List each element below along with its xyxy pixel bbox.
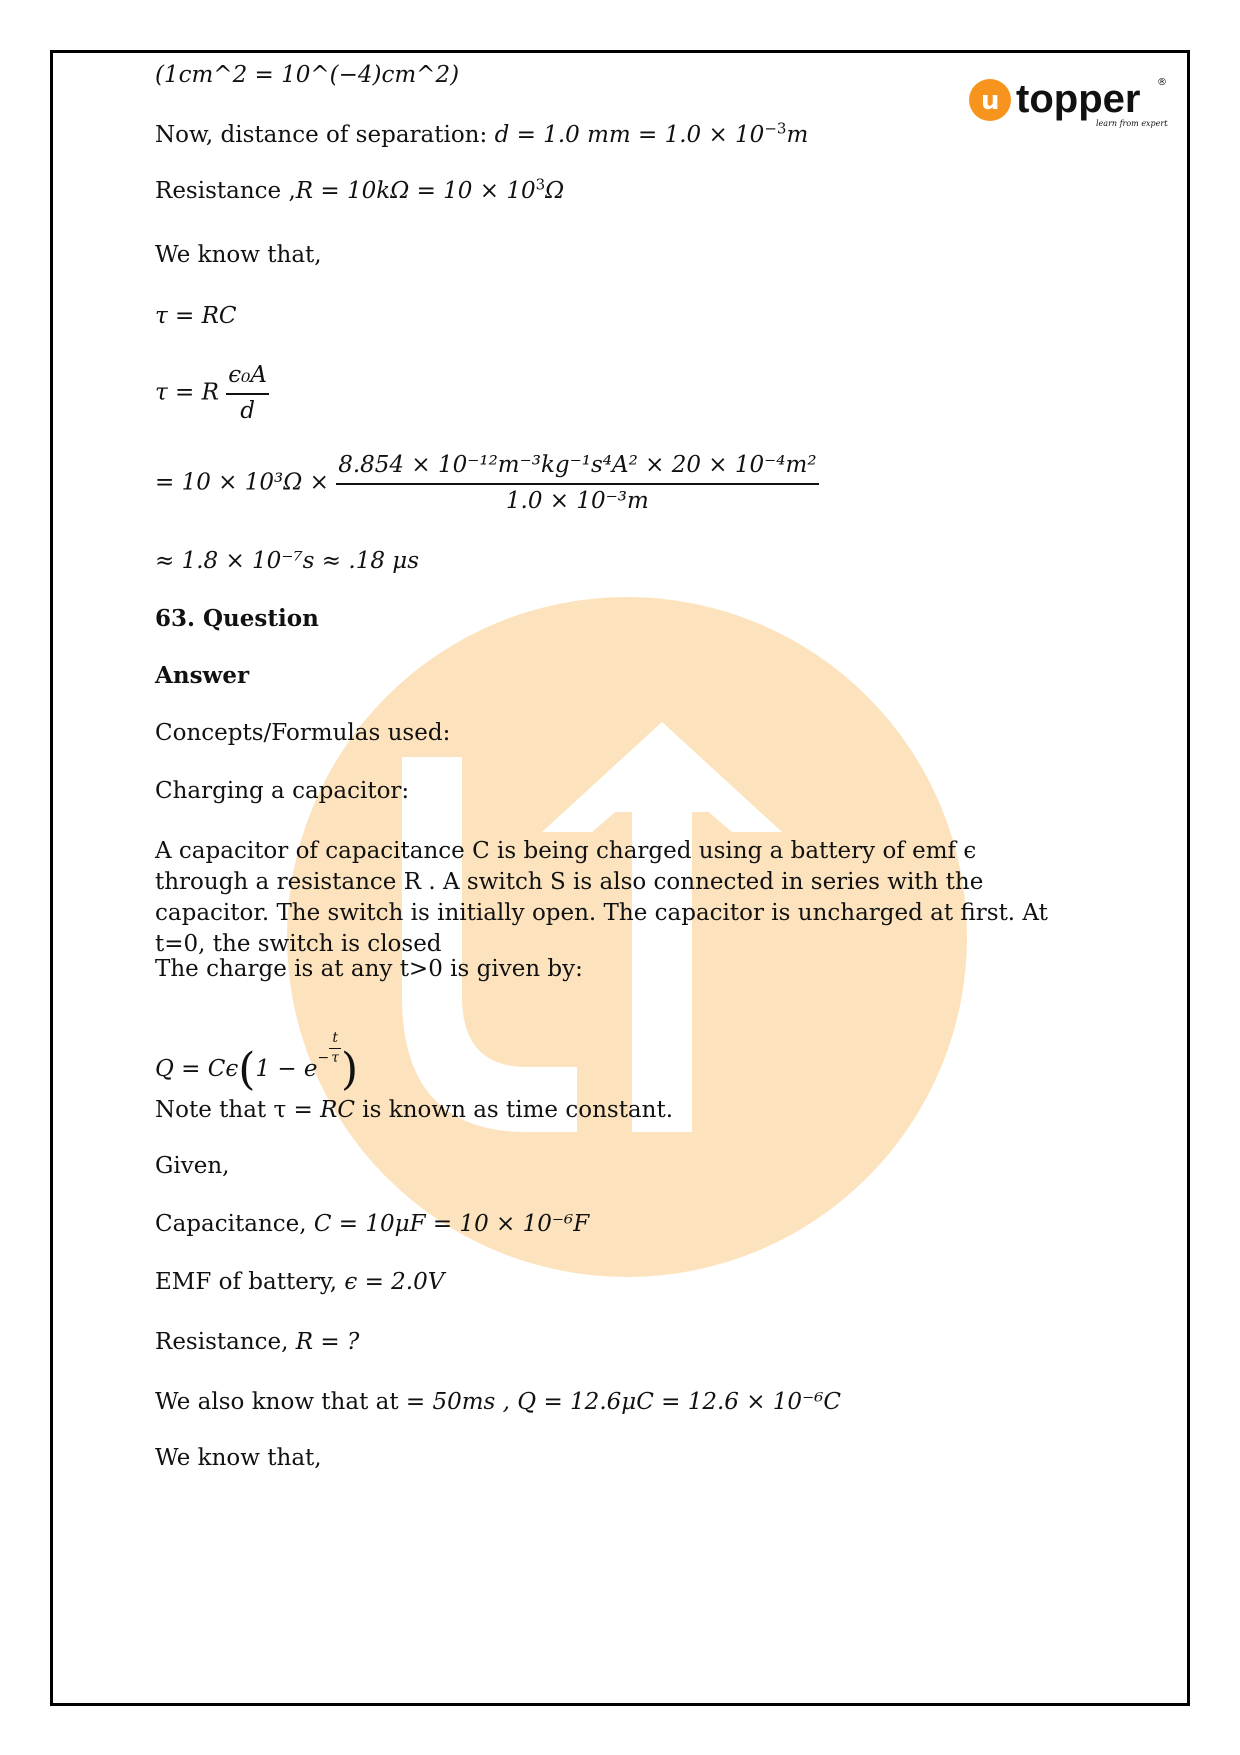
question-title: 63. Question <box>155 605 319 632</box>
calc-fraction <box>336 452 818 515</box>
tau-eq-label: τ = R <box>155 379 219 406</box>
charging-text: Charging a capacitor: <box>155 778 410 804</box>
res-q-expr: R = ? <box>295 1329 360 1355</box>
distance-expr: d = 1.0 mm = 1.0 × 10 <box>494 122 765 148</box>
logo-registered: ® <box>1157 77 1167 88</box>
charge-given-text: The charge is at any t>0 is given by: <box>155 956 583 982</box>
also-know-expr: 50ms , Q = 12.6μC = 12.6 × 10⁻⁶C <box>432 1389 842 1415</box>
q-formula-left: Q = Cϵ <box>155 1055 239 1082</box>
question-heading <box>155 605 319 634</box>
logo-letter: u <box>981 86 1000 116</box>
emf-line <box>155 1269 444 1297</box>
resistance-label: Resistance , <box>155 178 296 204</box>
approx-result: ≈ 1.8 × 10⁻⁷s ≈ .18 μs <box>155 548 420 574</box>
res-q-label: Resistance, <box>155 1329 296 1355</box>
tau-rc-eq: τ = RC <box>155 303 237 329</box>
calc-prefix: = 10 × 10³Ω × <box>155 469 329 496</box>
note-line <box>155 1097 673 1125</box>
resistance-unit: Ω <box>545 178 565 204</box>
concepts-text: Concepts/Formulas used: <box>155 720 451 746</box>
distance-exp: −3 <box>764 119 787 138</box>
note-rc: RC <box>320 1097 355 1123</box>
resistance-question-line <box>155 1329 359 1357</box>
logo-text: topper <box>1016 77 1141 121</box>
resistance-expr: R = 10kΩ = 10 × 10 <box>295 178 536 204</box>
tau-eq <box>155 362 269 425</box>
distance-unit: m <box>786 122 809 148</box>
tau-numerator: ϵ₀A <box>226 362 269 395</box>
given-text: Given, <box>155 1153 230 1179</box>
tau-denominator: d <box>240 397 255 424</box>
topper-logo <box>968 70 1168 140</box>
area-conversion: (1cm^2 = 10^(−4)cm^2) <box>155 62 460 88</box>
calc-eq <box>155 452 819 515</box>
resistance-line <box>155 175 565 206</box>
topper-logo-icon <box>968 70 1168 140</box>
we-know-text-2: We know that, <box>155 1445 322 1471</box>
q-exp-den: τ <box>331 1049 340 1066</box>
answer-heading <box>155 662 249 691</box>
logo-tagline: learn from experts <box>1096 119 1168 128</box>
also-know-label: We also know that at = <box>155 1389 433 1415</box>
q-formula-inner: 1 − e <box>255 1055 318 1082</box>
capacitance-line <box>155 1211 589 1239</box>
capacitance-label: Capacitance, <box>155 1211 314 1237</box>
charge-formula: Q = Cϵ(1 − e− $\frac{t}{\tau}$ ) <box>155 1030 359 1095</box>
calc-denominator: 1.0 × 10⁻³m <box>505 487 649 514</box>
answer-title: Answer <box>155 662 250 689</box>
q-exp-num: t <box>329 1030 341 1049</box>
capacitance-expr: C = 10μF = 10 × 10⁻⁶F <box>313 1211 590 1237</box>
note-prefix: Note that τ = <box>155 1097 321 1123</box>
calc-numerator: 8.854 × 10⁻¹²m⁻³kg⁻¹s⁴A² × 20 × 10⁻⁴m² <box>336 452 818 485</box>
we-know-text: We know that, <box>155 242 322 268</box>
also-know-line <box>155 1389 841 1417</box>
note-suffix: is known as time constant. <box>355 1097 674 1123</box>
resistance-exp: 3 <box>535 175 546 194</box>
emf-label: EMF of battery, <box>155 1269 345 1295</box>
distance-line <box>155 119 809 150</box>
distance-label: Now, distance of separation: <box>155 122 488 148</box>
emf-expr: ϵ = 2.0V <box>344 1269 445 1295</box>
description-paragraph: A capacitor of capacitance C is being charged using a battery of emf ϵ through a resistance R . A switch S is also connected in series with the capacitor. The switch is initially open. The capacitor is uncharged at first. At t=0, the switch is closed <box>155 838 1048 957</box>
tau-fraction <box>226 362 269 425</box>
